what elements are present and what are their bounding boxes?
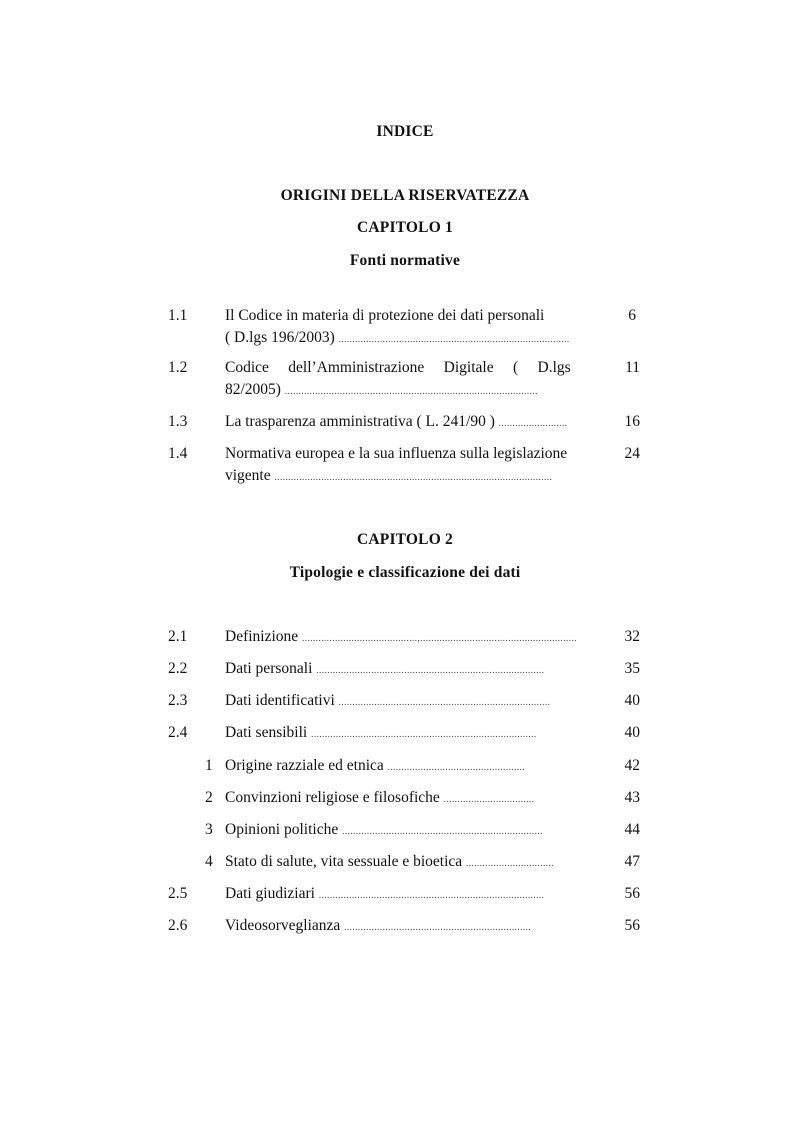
- leader-dots: ....................................................................................: [338, 334, 570, 344]
- entry-title: [225, 305, 605, 350]
- entry-number: 1.1: [168, 307, 188, 324]
- leader-dots: .........................................................................: [342, 826, 543, 836]
- entry-title: [225, 626, 595, 649]
- leader-dots: ................................: [466, 858, 555, 868]
- entry-page: 42: [624, 757, 640, 774]
- entry-title: [225, 690, 598, 713]
- leader-dots: ..........................................,.........................................................: [302, 633, 578, 643]
- entry-number: 2.2: [168, 660, 188, 677]
- entry-title: [225, 411, 605, 434]
- entry-title-text: Stato di salute, vita sessuale e bioetica: [225, 853, 463, 870]
- leader-dots: .................................: [443, 794, 535, 804]
- leader-dots: ..................................................: [387, 762, 526, 772]
- entry-title-text: La trasparenza amministrativa ( L. 241/90 ): [225, 413, 495, 430]
- entry-page: 44: [624, 821, 640, 838]
- entry-title-text: Dati identificativi: [225, 692, 335, 709]
- entry-number: 1.2: [168, 359, 188, 376]
- entry-title: [225, 443, 605, 488]
- entry-number: 1.3: [168, 413, 188, 430]
- entry-title-text: Convinzioni religiose e filosofiche: [225, 789, 440, 806]
- chapter-2-label: CAPITOLO 2: [356, 531, 454, 548]
- entry-title: [225, 851, 601, 874]
- entry-title-text: Origine razziale ed etnica: [225, 757, 384, 774]
- entry-title-line: Normativa europea e la sua influenza sulla legislazione: [225, 445, 568, 462]
- entry-title: [225, 755, 595, 778]
- entry-page: 11: [625, 359, 640, 376]
- entry-number: 1: [205, 757, 213, 774]
- entry-title: [225, 787, 588, 810]
- entry-title: [225, 357, 605, 402]
- entry-title-line-2: [225, 327, 605, 350]
- leader-dots: ...................................................................................: [316, 665, 545, 675]
- entry-page: 56: [624, 917, 640, 934]
- entry-title-line-2: [225, 465, 605, 488]
- entry-number: 3: [205, 821, 213, 838]
- entry-title-text: Videosorveglianza: [225, 917, 341, 934]
- entry-number: 1.4: [168, 445, 188, 462]
- leader-dots: .....................................................................................................: [274, 472, 553, 482]
- leader-dots: .........................: [498, 418, 568, 428]
- entry-title-text: Dati giudiziari: [225, 885, 315, 902]
- entry-title-line-2-text: vigente: [225, 467, 271, 484]
- entry-title-text: Dati sensibili: [225, 724, 308, 741]
- part-title: ORIGINI DELLA RISERVATEZZA: [280, 187, 530, 204]
- entry-page: 6: [628, 307, 636, 324]
- entry-number: 2.1: [168, 628, 188, 645]
- entry-page: 32: [624, 628, 640, 645]
- leader-dots: .............................................................................: [338, 697, 551, 707]
- entry-number: 2.4: [168, 724, 188, 741]
- entry-title: [225, 658, 593, 681]
- entry-title: [225, 915, 598, 938]
- entry-number: 4: [205, 853, 213, 870]
- entry-page: 35: [624, 660, 640, 677]
- entry-title: [225, 883, 598, 906]
- entry-title-line-2: [225, 379, 605, 402]
- entry-number: 2.3: [168, 692, 188, 709]
- entry-title-text: Dati personali: [225, 660, 313, 677]
- chapter-2-subtitle: Tipologie e classificazione dei dati: [289, 564, 521, 581]
- leader-dots: ............................................................................................: [284, 386, 538, 396]
- chapter-1-subtitle: Fonti normative: [349, 252, 461, 269]
- leader-dots: ..................................................................................: [311, 729, 537, 739]
- entry-page: 56: [624, 885, 640, 902]
- entry-number: 2: [205, 789, 213, 806]
- leader-dots: ..................................................................................: [318, 890, 545, 900]
- entry-page: 40: [624, 692, 640, 709]
- entry-page: 16: [624, 413, 640, 430]
- entry-title-text: Opinioni politiche: [225, 821, 339, 838]
- entry-number: 2.5: [168, 885, 188, 902]
- entry-page: 47: [624, 853, 640, 870]
- entry-number: 2.6: [168, 917, 188, 934]
- entry-page: 43: [624, 789, 640, 806]
- entry-page: 24: [624, 445, 640, 462]
- entry-title: [225, 819, 601, 842]
- index-title: INDICE: [376, 123, 434, 140]
- entry-title-text: Definizione: [225, 628, 299, 645]
- chapter-1-label: CAPITOLO 1: [356, 219, 454, 236]
- entry-page: 40: [624, 724, 640, 741]
- entry-title-line: Il Codice in materia di protezione dei dati personali: [225, 307, 545, 324]
- entry-title-line-2-text: 82/2005): [225, 381, 281, 398]
- leader-dots: ....................................................................: [344, 922, 532, 932]
- entry-title-line: Codice dell’Amministrazione Digitale ( D.lgs: [225, 359, 571, 376]
- entry-title: [225, 722, 589, 745]
- entry-title-line-2-text: ( D.lgs 196/2003): [225, 329, 335, 346]
